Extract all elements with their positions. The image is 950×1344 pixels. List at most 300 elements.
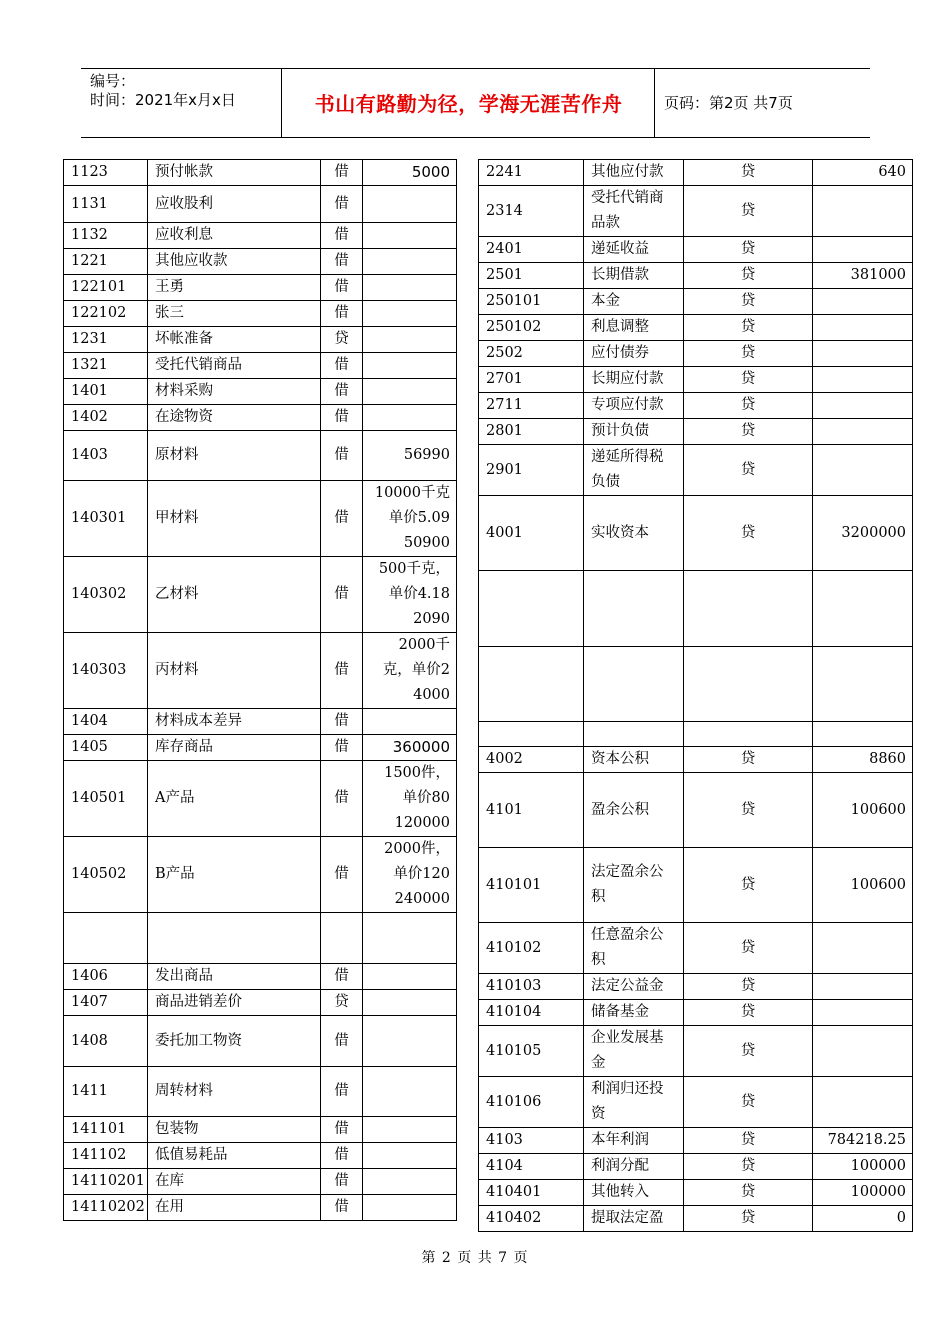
account-name-line: 提取法定盈: [591, 1210, 664, 1226]
balance-direction: 贷: [684, 1128, 813, 1154]
opening-balance: [363, 1016, 457, 1067]
account-name: [584, 237, 684, 263]
balance-direction: 贷: [684, 160, 813, 186]
account-name: 低值易耗品: [148, 1143, 321, 1169]
table-row: [479, 647, 913, 722]
opening-balance: [363, 275, 457, 301]
balance-direction: 借: [321, 837, 363, 913]
opening-balance: [813, 186, 913, 237]
account-name-line: 本金: [591, 293, 620, 309]
balance-direction: 借: [321, 186, 363, 223]
opening-balance-line: 4000: [413, 687, 450, 703]
opening-balance: [813, 315, 913, 341]
opening-balance: 100000: [813, 1154, 913, 1180]
account-code: 2241: [479, 160, 584, 186]
account-code: 250101: [479, 289, 584, 315]
account-code: 140301: [64, 481, 148, 557]
account-code: 1402: [64, 405, 148, 431]
table-row: [479, 445, 913, 496]
account-code: 14110202: [64, 1195, 148, 1221]
balance-direction: 贷: [684, 1026, 813, 1077]
account-name: [584, 747, 684, 773]
balance-direction: 贷: [321, 990, 363, 1016]
account-code: 140502: [64, 837, 148, 913]
opening-balance: [363, 913, 457, 964]
debit-accounts-table: [63, 159, 457, 1221]
opening-balance-line: 单价80: [402, 790, 450, 806]
balance-direction: 借: [321, 557, 363, 633]
account-name-line: 品款: [591, 215, 620, 231]
account-name: 包装物: [148, 1117, 321, 1143]
account-code: 122101: [64, 275, 148, 301]
header-motto: 书山有路勤为径，学海无涯苦作舟: [314, 92, 623, 116]
balance-direction: 借: [321, 405, 363, 431]
table-row: [479, 160, 913, 186]
account-name-line: 本年利润: [591, 1132, 649, 1148]
account-name: [584, 647, 684, 722]
opening-balance: [813, 571, 913, 647]
opening-balance-line: 2000千: [398, 637, 450, 653]
account-name-line: 递延所得税: [591, 449, 664, 465]
table-row: [64, 1195, 457, 1221]
account-name: [584, 186, 684, 237]
table-row: [64, 735, 457, 761]
opening-balance: 8860: [813, 747, 913, 773]
account-name: [584, 1026, 684, 1077]
account-code: 410101: [479, 848, 584, 923]
balance-direction: 借: [321, 964, 363, 990]
account-name-line: 法定公益金: [591, 978, 664, 994]
opening-balance: 100600: [813, 773, 913, 848]
account-code: 2711: [479, 393, 584, 419]
balance-direction: 借: [321, 275, 363, 301]
balance-direction: 借: [321, 761, 363, 837]
balance-direction: 贷: [684, 419, 813, 445]
opening-balance: [363, 633, 457, 709]
table-row: [64, 1117, 457, 1143]
account-name: 在库: [148, 1169, 321, 1195]
opening-balance: [363, 837, 457, 913]
opening-balance: [363, 1169, 457, 1195]
opening-balance: [813, 237, 913, 263]
opening-balance: [363, 990, 457, 1016]
table-row: [479, 923, 913, 974]
table-row: [479, 1077, 913, 1128]
account-code: [64, 913, 148, 964]
opening-balance: [813, 445, 913, 496]
account-name: [584, 445, 684, 496]
table-row: [64, 761, 457, 837]
account-name: 张三: [148, 301, 321, 327]
account-code: 1407: [64, 990, 148, 1016]
table-row: [479, 1206, 913, 1232]
balance-direction: 贷: [684, 263, 813, 289]
account-code: 1406: [64, 964, 148, 990]
balance-direction: 贷: [684, 773, 813, 848]
account-code: 410103: [479, 974, 584, 1000]
balance-direction: 贷: [684, 393, 813, 419]
account-name-line: 积: [591, 889, 606, 905]
account-name: [584, 393, 684, 419]
account-name: [584, 1206, 684, 1232]
account-name-line: 企业发展基: [591, 1030, 664, 1046]
account-name: [584, 571, 684, 647]
header-page-number: 页码：第2页 共7页: [664, 94, 793, 112]
balance-direction: [321, 913, 363, 964]
account-code: 1408: [64, 1016, 148, 1067]
balance-direction: 贷: [684, 1077, 813, 1128]
account-name: [584, 419, 684, 445]
account-code: 140501: [64, 761, 148, 837]
account-name: 周转材料: [148, 1067, 321, 1117]
table-row: [64, 405, 457, 431]
account-name: [584, 341, 684, 367]
account-name: 受托代销商品: [148, 353, 321, 379]
account-name: [584, 289, 684, 315]
opening-balance-line: 56990: [403, 447, 450, 463]
account-code: 1132: [64, 223, 148, 249]
table-row: [64, 379, 457, 405]
account-code: 2701: [479, 367, 584, 393]
account-code: [479, 647, 584, 722]
balance-direction: 借: [321, 223, 363, 249]
account-name: 王勇: [148, 275, 321, 301]
opening-balance: [363, 249, 457, 275]
balance-direction: 借: [321, 1195, 363, 1221]
account-name: 在用: [148, 1195, 321, 1221]
account-code: [479, 571, 584, 647]
opening-balance-line: 单价120: [393, 866, 450, 882]
opening-balance: [363, 223, 457, 249]
account-name: 材料成本差异: [148, 709, 321, 735]
opening-balance: [363, 1195, 457, 1221]
balance-direction: 借: [321, 1117, 363, 1143]
balance-direction: 贷: [684, 237, 813, 263]
account-code: 140303: [64, 633, 148, 709]
opening-balance-line: 120000: [394, 815, 450, 831]
balance-direction: 借: [321, 301, 363, 327]
balance-direction: 贷: [684, 974, 813, 1000]
account-name: [584, 1154, 684, 1180]
table-row: [64, 837, 457, 913]
table-row: [479, 315, 913, 341]
account-name-line: 资本公积: [591, 751, 649, 767]
account-name: [584, 974, 684, 1000]
account-name: 商品进销差价: [148, 990, 321, 1016]
table-row: [64, 223, 457, 249]
account-code: 2401: [479, 237, 584, 263]
account-name-line: 积: [591, 952, 606, 968]
opening-balance: [813, 1026, 913, 1077]
balance-direction: 贷: [684, 1180, 813, 1206]
account-name-line: 储备基金: [591, 1004, 649, 1020]
table-row: [64, 275, 457, 301]
account-name-line: 长期借款: [591, 267, 649, 283]
account-name: [584, 848, 684, 923]
account-code: 2314: [479, 186, 584, 237]
account-name-line: 预计负债: [591, 423, 649, 439]
account-code: 2502: [479, 341, 584, 367]
table-row: [64, 964, 457, 990]
table-row: [479, 496, 913, 571]
account-name-line: 资: [591, 1106, 606, 1122]
balance-direction: 借: [321, 379, 363, 405]
balance-direction: 借: [321, 481, 363, 557]
table-row: [64, 186, 457, 223]
account-code: [479, 722, 584, 747]
table-row: [479, 571, 913, 647]
account-name: 发出商品: [148, 964, 321, 990]
opening-balance: [363, 431, 457, 481]
opening-balance: 3200000: [813, 496, 913, 571]
opening-balance-line: 240000: [394, 891, 450, 907]
account-name: 委托加工物资: [148, 1016, 321, 1067]
account-code: 1411: [64, 1067, 148, 1117]
account-name: 甲材料: [148, 481, 321, 557]
account-code: 410401: [479, 1180, 584, 1206]
header-divider: [654, 69, 655, 137]
balance-direction: 借: [321, 249, 363, 275]
account-name: [584, 773, 684, 848]
credit-accounts-table: [478, 159, 913, 1232]
table-row: [64, 913, 457, 964]
opening-balance-line: 360000: [392, 738, 450, 756]
account-code: 4103: [479, 1128, 584, 1154]
opening-balance: [813, 923, 913, 974]
balance-direction: 贷: [684, 289, 813, 315]
opening-balance-line: 2090: [413, 611, 450, 627]
account-name: [584, 496, 684, 571]
opening-balance-line: 1500件，: [384, 765, 450, 781]
table-row: [64, 709, 457, 735]
balance-direction: 贷: [684, 923, 813, 974]
account-name: 应收股利: [148, 186, 321, 223]
table-row: [479, 419, 913, 445]
account-code: 1131: [64, 186, 148, 223]
account-name: 应收利息: [148, 223, 321, 249]
opening-balance: [813, 1000, 913, 1026]
table-row: [64, 1067, 457, 1117]
account-name: 乙材料: [148, 557, 321, 633]
account-name: [584, 1000, 684, 1026]
table-row: [64, 557, 457, 633]
account-name: [584, 160, 684, 186]
account-name: [584, 315, 684, 341]
opening-balance: [363, 709, 457, 735]
account-code: 14110201: [64, 1169, 148, 1195]
header-divider: [281, 69, 282, 137]
account-code: 2501: [479, 263, 584, 289]
account-name: B产品: [148, 837, 321, 913]
account-name: [584, 722, 684, 747]
table-row: [479, 1128, 913, 1154]
account-code: 141101: [64, 1117, 148, 1143]
balance-direction: 借: [321, 1169, 363, 1195]
account-code: 410104: [479, 1000, 584, 1026]
opening-balance: [813, 393, 913, 419]
account-name: [584, 367, 684, 393]
account-code: 1404: [64, 709, 148, 735]
table-row: [64, 327, 457, 353]
account-code: 410402: [479, 1206, 584, 1232]
opening-balance: [813, 419, 913, 445]
table-row: [64, 633, 457, 709]
account-code: 1403: [64, 431, 148, 481]
table-row: [64, 990, 457, 1016]
account-name: 预付帐款: [148, 160, 321, 186]
account-code: 250102: [479, 315, 584, 341]
opening-balance: [363, 379, 457, 405]
opening-balance-line: 500千克，: [378, 561, 450, 577]
opening-balance: 100000: [813, 1180, 913, 1206]
opening-balance: [813, 341, 913, 367]
account-name-line: 法定盈余公: [591, 864, 664, 880]
balance-direction: [684, 722, 813, 747]
account-name: [584, 263, 684, 289]
opening-balance-line: 单价5.09: [388, 510, 450, 526]
account-code: 141102: [64, 1143, 148, 1169]
balance-direction: 贷: [684, 315, 813, 341]
account-name: 其他应收款: [148, 249, 321, 275]
balance-direction: 借: [321, 735, 363, 761]
balance-direction: 借: [321, 633, 363, 709]
account-code: 1405: [64, 735, 148, 761]
table-row: [64, 481, 457, 557]
balance-direction: 借: [321, 160, 363, 186]
table-row: [479, 974, 913, 1000]
opening-balance-line: 克，单价2: [382, 662, 450, 678]
serial-label: 编号：: [90, 72, 136, 90]
table-row: [479, 186, 913, 237]
opening-balance: [813, 367, 913, 393]
opening-balance: [363, 481, 457, 557]
account-name-line: 其他应付款: [591, 164, 664, 180]
account-name-line: 利润归还投: [591, 1081, 664, 1097]
date-label: 时间：2021年x月x日: [90, 91, 236, 109]
opening-balance-line: 2000件，: [384, 841, 450, 857]
opening-balance-line: 10000千克: [374, 485, 450, 501]
balance-direction: [684, 571, 813, 647]
account-name-line: 任意盈余公: [591, 927, 664, 943]
opening-balance-line: 50900: [403, 535, 450, 551]
opening-balance: [363, 353, 457, 379]
table-row: [479, 1026, 913, 1077]
table-row: [64, 1169, 457, 1195]
balance-direction: [684, 647, 813, 722]
table-row: [479, 747, 913, 773]
account-name-line: 负债: [591, 474, 620, 490]
account-code: 122102: [64, 301, 148, 327]
opening-balance: [813, 974, 913, 1000]
table-row: [64, 431, 457, 481]
table-row: [479, 722, 913, 747]
opening-balance: [813, 647, 913, 722]
opening-balance: [363, 1117, 457, 1143]
opening-balance: 784218.25: [813, 1128, 913, 1154]
opening-balance: [363, 1143, 457, 1169]
table-row: [479, 848, 913, 923]
table-row: [64, 353, 457, 379]
opening-balance: [363, 735, 457, 761]
account-name: 原材料: [148, 431, 321, 481]
account-code: 1401: [64, 379, 148, 405]
opening-balance: [363, 405, 457, 431]
table-row: [479, 341, 913, 367]
account-name-line: 递延收益: [591, 241, 649, 257]
balance-direction: 借: [321, 353, 363, 379]
opening-balance-line: 5000: [411, 163, 450, 181]
balance-direction: 贷: [684, 848, 813, 923]
page-header: [81, 68, 870, 138]
opening-balance: 381000: [813, 263, 913, 289]
opening-balance: [363, 301, 457, 327]
table-row: [479, 1154, 913, 1180]
table-row: [64, 1016, 457, 1067]
account-code: 4104: [479, 1154, 584, 1180]
balance-direction: 借: [321, 1067, 363, 1117]
account-name: A产品: [148, 761, 321, 837]
table-row: [479, 237, 913, 263]
opening-balance: 0: [813, 1206, 913, 1232]
table-row: [64, 1143, 457, 1169]
opening-balance-line: 单价4.18: [388, 586, 450, 602]
account-code: 4001: [479, 496, 584, 571]
opening-balance: [363, 761, 457, 837]
account-name: [584, 1128, 684, 1154]
account-code: 4101: [479, 773, 584, 848]
table-row: [479, 367, 913, 393]
opening-balance: [363, 557, 457, 633]
table-row: [64, 249, 457, 275]
account-name-line: 盈余公积: [591, 801, 649, 818]
table-row: [479, 1180, 913, 1206]
header-meta: [90, 72, 236, 110]
balance-direction: 借: [321, 431, 363, 481]
account-code: 1221: [64, 249, 148, 275]
table-row: [479, 773, 913, 848]
opening-balance: [813, 289, 913, 315]
balance-direction: 贷: [321, 327, 363, 353]
balance-direction: 贷: [684, 445, 813, 496]
opening-balance: [813, 722, 913, 747]
account-code: 410106: [479, 1077, 584, 1128]
account-name-line: 应付债券: [591, 345, 649, 361]
balance-direction: 贷: [684, 1000, 813, 1026]
balance-direction: 贷: [684, 341, 813, 367]
account-name: 库存商品: [148, 735, 321, 761]
account-code: 1231: [64, 327, 148, 353]
table-row: [64, 160, 457, 186]
balance-direction: 贷: [684, 367, 813, 393]
account-name-line: 专项应付款: [591, 397, 664, 413]
balance-direction: 贷: [684, 747, 813, 773]
account-name: [584, 923, 684, 974]
account-code: 410105: [479, 1026, 584, 1077]
account-code: 2801: [479, 419, 584, 445]
page-footer: 第 2 页 共 7 页: [421, 1250, 529, 1266]
balance-direction: 贷: [684, 1206, 813, 1232]
account-name-line: 利息调整: [591, 319, 649, 335]
balance-direction: 贷: [684, 1154, 813, 1180]
balance-direction: 借: [321, 709, 363, 735]
balance-direction: 借: [321, 1143, 363, 1169]
account-name: [148, 913, 321, 964]
table-row: [479, 289, 913, 315]
account-name-line: 金: [591, 1055, 606, 1071]
account-code: 1123: [64, 160, 148, 186]
opening-balance: [363, 1067, 457, 1117]
account-name: 材料采购: [148, 379, 321, 405]
